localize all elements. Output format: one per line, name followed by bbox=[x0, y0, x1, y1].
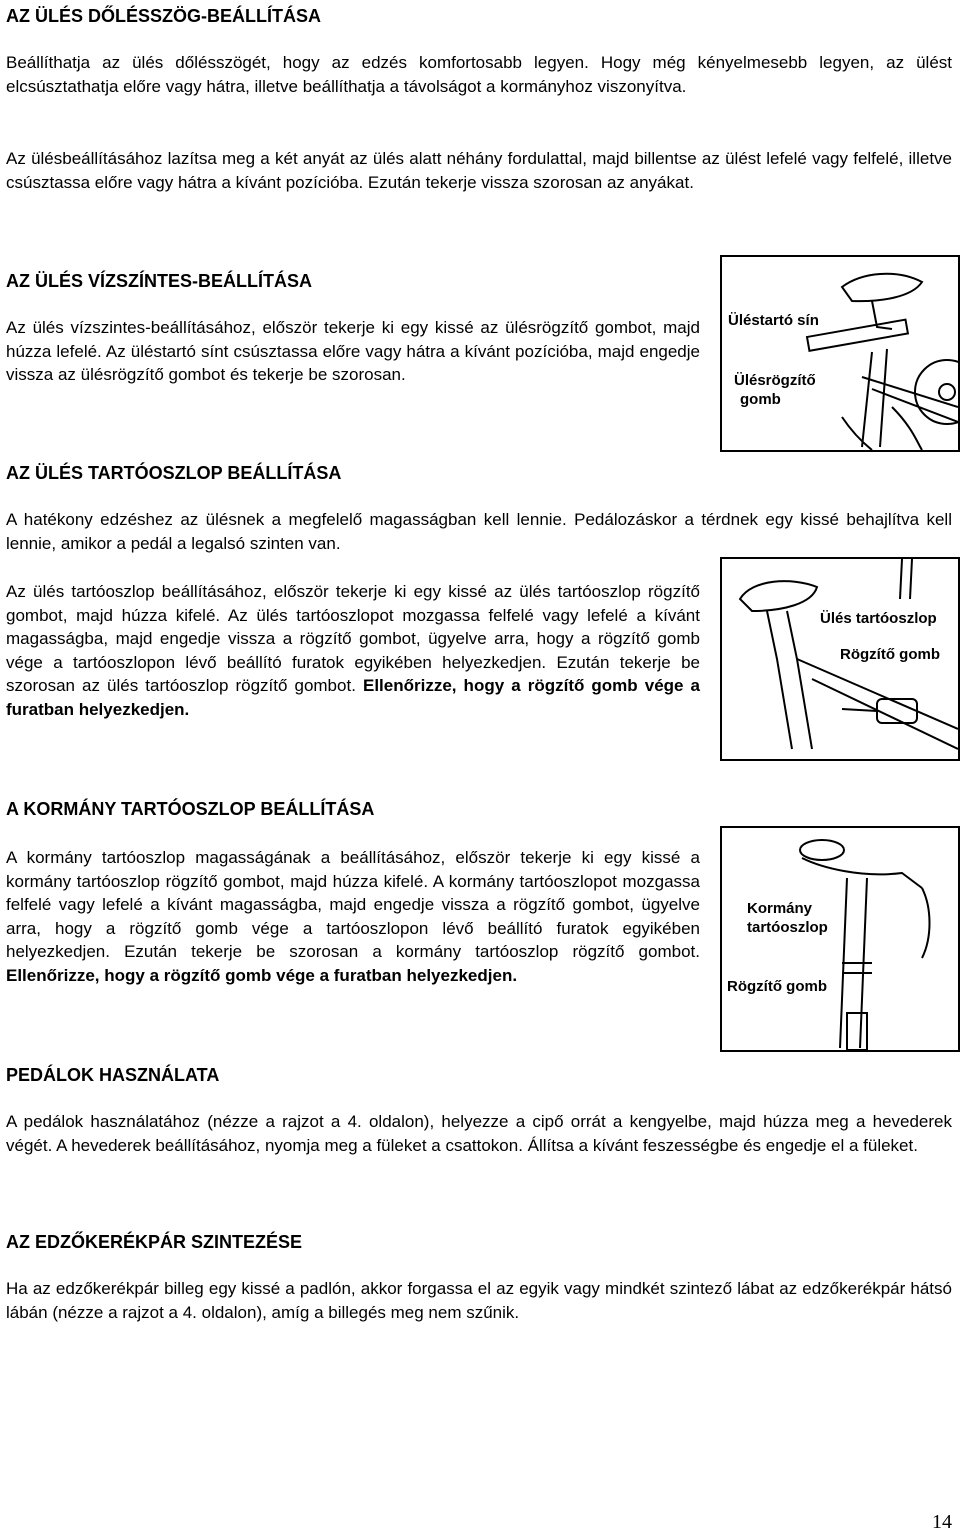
section-title-seat-horizontal: AZ ÜLÉS VÍZSZÍNTES-BEÁLLÍTÁSA bbox=[6, 271, 312, 291]
seat-post-figure bbox=[720, 557, 960, 761]
seat-rail-figure bbox=[720, 255, 960, 452]
paragraph: Beállíthatja az ülés dőlésszögét, hogy az edzés komfortosabb legyen. Hogy még kényelmesebb legyen, az ülést elcsúsztathatja előre vagy hátra, illetve beállíthatja a távolságot a kormányhoz viszonyítva. bbox=[6, 53, 952, 96]
handlebar-illustration bbox=[722, 828, 958, 1050]
handlebar-post-label: Kormány bbox=[747, 900, 813, 917]
paragraph: Ha az edzőkerékpár billeg egy kissé a padlón, akkor forgassa el az egyik vagy mindkét szintező lábat az edzőkerékpár hátsó lábán (nézze a rajzot a 4. oldalon), amíg a billegés meg nem szűnik. bbox=[6, 1279, 952, 1322]
seat-post-illustration bbox=[722, 559, 958, 759]
saddle-shape bbox=[842, 274, 922, 301]
page-number: 14 bbox=[932, 1511, 952, 1533]
paragraph: A hatékony edzéshez az ülésnek a megfelelő magasságban kell lennie. Pedálozáskor a térdnek egy kissé behajlítva kell lennie, amikor a pedál a legalsó szinten van. bbox=[6, 510, 952, 553]
paragraph: A pedálok használatához (nézze a rajzot a 4. oldalon), helyezze a cipő orrát a kengyelbe, majd húzza meg a hevederek végét. A hevederek beállításához, nyomja meg a füleket a csattokon. Állítsa a kívánt feszességbe és engedje el a füleket. bbox=[6, 1112, 952, 1155]
handlebar-knob-label: Rögzítő gomb bbox=[727, 978, 827, 995]
handlebar-post-label-2: tartóoszlop bbox=[747, 919, 828, 936]
paragraph: Az ülésbeállításához lazítsa meg a két anyát az ülés alatt néhány fordulattal, majd billentse az ülést lefelé vagy felfelé, illetve csúsztassa előre vagy hátra a kívánt pozícióba. Ezután tekerje vissza szorosan az anyákat. bbox=[6, 149, 952, 192]
seat-rail-illustration bbox=[722, 257, 958, 450]
saddle-shape bbox=[740, 581, 817, 611]
seat-rail-shape bbox=[807, 320, 908, 351]
seat-post-label: Ülés tartóoszlop bbox=[820, 610, 937, 627]
section-title-pedals: PEDÁLOK HASZNÁLATA bbox=[6, 1065, 220, 1085]
locking-knob-label: Rögzítő gomb bbox=[840, 646, 940, 663]
paragraph: Az ülés tartóoszlop beállításához, először tekerje ki egy kissé az ülés tartóoszlop rögzítő gombot, majd húzza kifelé. Az ülés tartóoszlopot mozgassa felfelé vagy lefelé a kívánt magasságba, majd engedje vissza a rögzítő gombot, ügyelve arra, hogy a rögzítő gomb vége a tartóoszlopon lévő beállító furatok egyikében helyezkedjen. Ezután tekerje be szorosan az ülés tartóoszlop rögzítő gombot. Ellenőrizze, hogy a rögzítő gomb vége a furatban helyezkedjen. bbox=[6, 582, 700, 719]
section-title-seat-angle: AZ ÜLÉS DŐLÉSSZÖG-BEÁLLÍTÁSA bbox=[6, 6, 321, 26]
handlebar-post-shape bbox=[847, 1013, 867, 1050]
section-title-handlebar: A KORMÁNY TARTÓOSZLOP BEÁLLÍTÁSA bbox=[6, 799, 375, 819]
section-title-leveling: AZ EDZŐKERÉKPÁR SZINTEZÉSE bbox=[6, 1232, 303, 1252]
handlebar-figure bbox=[720, 826, 960, 1052]
seat-rail-label: Üléstartó sín bbox=[728, 312, 819, 329]
section-title-seat-post: AZ ÜLÉS TARTÓOSZLOP BEÁLLÍTÁSA bbox=[6, 463, 342, 483]
paragraph: Az ülés vízszintes-beállításához, először tekerje ki egy kissé az ülésrögzítő gombot, majd húzza lefelé. Az üléstartó sínt csúsztassa előre vagy hátra a kívánt pozícióba, majd engedje vissza az ülésrögzítő gombot és tekerje be szorosan. bbox=[6, 318, 700, 384]
paragraph: A kormány tartóoszlop magasságának a beállításához, először tekerje ki egy kissé a kormány tartóoszlop rögzítő gombot, majd húzza kifelé. A kormány tartóoszlopot mozgassa felfelé vagy lefelé a kívánt magasságba, majd engedje vissza a rögzítő gombot, ügyelve arra, hogy a rögzítő gomb vége a tartóoszlopon lévő beállító furatok egyikében helyezkedjen. Ezután tekerje be szorosan a kormány tartóoszlop rögzítő gombot. Ellenőrizze, hogy a rögzítő gomb vége a furatban helyezkedjen. bbox=[6, 848, 700, 985]
seat-knob-label-2: gomb bbox=[740, 391, 781, 408]
seat-knob-label: Ülésrögzítő bbox=[734, 372, 816, 389]
